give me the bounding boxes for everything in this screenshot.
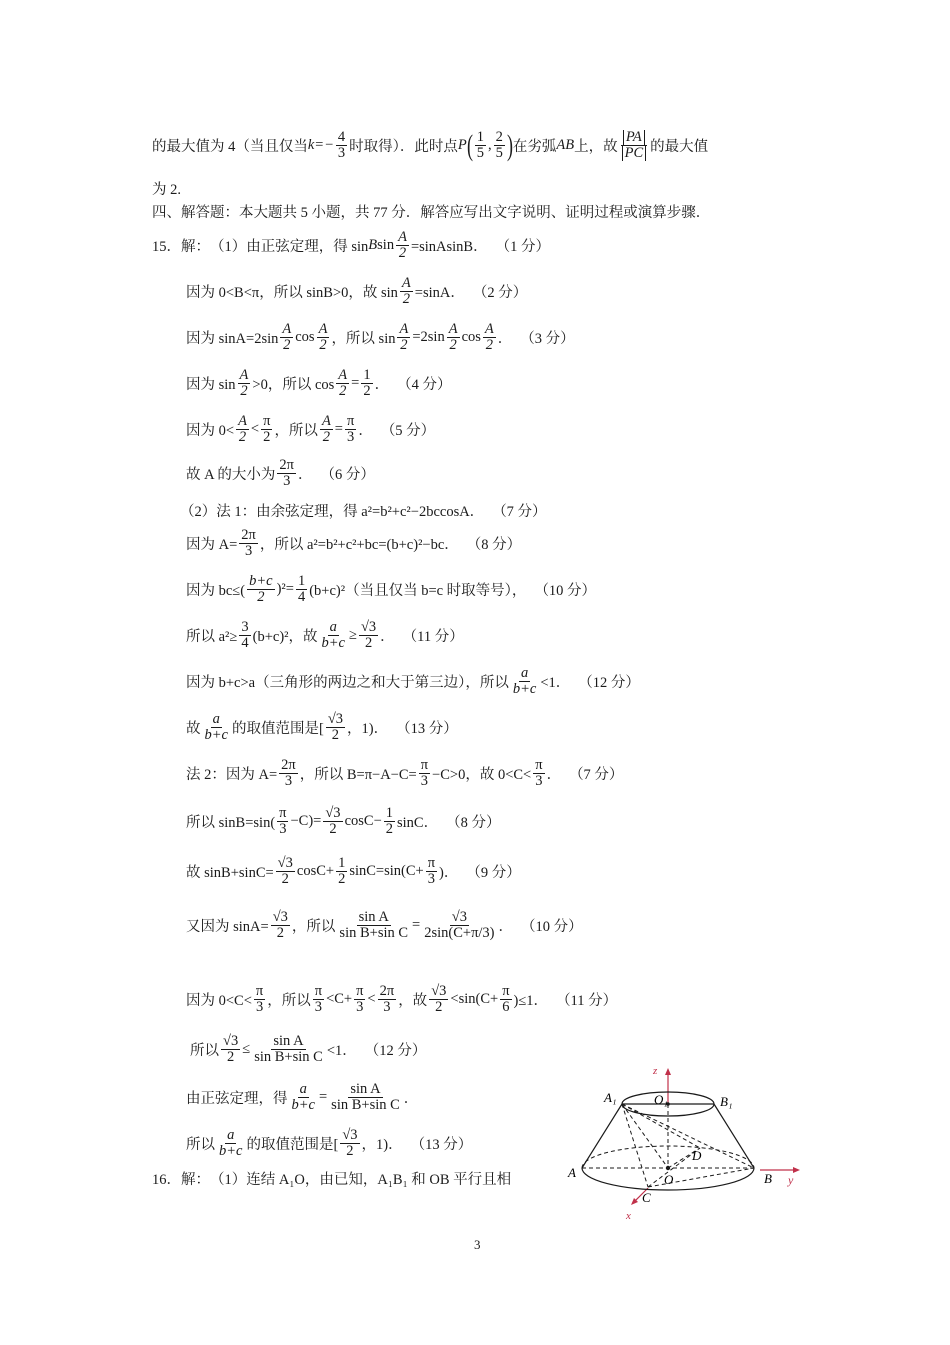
label-y: y	[788, 1173, 794, 1187]
fraction: $\frac{A}{2}$	[399, 321, 409, 354]
q15-line-6	[186, 458, 375, 489]
text: B	[368, 237, 378, 254]
label-D: D	[692, 1148, 702, 1163]
score: （7 分）	[492, 504, 547, 520]
fraction: $\frac{4}{3}$	[337, 129, 346, 162]
fraction: $\frac{1}{4}$	[297, 573, 306, 606]
text: ，故	[398, 993, 428, 1010]
fraction: $\frac{2\pi}{3}$	[379, 983, 395, 1016]
fraction: $\frac{2\pi}{3}$	[241, 527, 256, 560]
text: cosC−	[344, 813, 382, 830]
m2-line-7	[186, 1082, 418, 1113]
label-O1: O₁	[654, 1092, 668, 1107]
fraction: $\frac{\pi}{3}$	[314, 983, 323, 1016]
fraction: $\frac{2}{5}$	[495, 129, 503, 162]
score: （2 分）	[472, 285, 528, 302]
score: （11 分）	[402, 629, 464, 646]
text: 因为 0<	[186, 423, 235, 440]
fraction: $\frac{A}{2}$	[239, 367, 249, 400]
section-header: 四、解答题：本大题共 5 小题，共 77 分．解答应写出文字说明、证明过程或演算步骤．	[152, 205, 711, 221]
text: sinC．	[397, 815, 439, 832]
fraction: $\frac{\pi}{3}$	[420, 757, 429, 790]
text: ，所以 sin	[331, 331, 396, 348]
fraction: $\frac{\pi}{3}$	[279, 805, 287, 838]
m2-line-8	[186, 1128, 472, 1159]
fraction: $\frac{A}{2}$	[401, 275, 411, 308]
fraction: $\frac{√3}{2}$	[360, 619, 377, 652]
text: ．	[358, 423, 373, 440]
m1-line-5	[186, 666, 640, 697]
text: 因为 0<C<	[186, 993, 252, 1010]
text: sinC=sin(C+	[349, 863, 424, 880]
paren-close: )	[506, 128, 513, 162]
fraction: $\frac{√3}{2}$	[277, 855, 293, 888]
fraction: $\frac{√3}{2}$	[223, 1033, 239, 1066]
score: （11 分）	[556, 993, 618, 1010]
fraction: $\frac{\pi}{3}$	[427, 855, 436, 888]
text: 故 sinB+sinC=	[186, 865, 274, 882]
q15-line-4	[186, 368, 451, 399]
text: 因为 sinA=2sin	[186, 331, 279, 348]
text: )≤1．	[513, 993, 549, 1010]
fraction: $\frac{a}{b+c}$	[321, 619, 345, 652]
m2-line-6	[190, 1034, 426, 1065]
text: (b+c)²（当且仅当 b=c 时取等号），	[309, 583, 527, 600]
score: （8 分）	[466, 537, 522, 554]
m1-line-2	[186, 528, 521, 559]
fraction: $\frac{√3}{2}$	[431, 983, 447, 1016]
m1-line-3	[186, 574, 596, 605]
text: 的取值范围是[	[231, 721, 324, 738]
fraction: $\frac{\pi}{3}$	[255, 983, 264, 1016]
fraction: $\frac{A}{2}$	[321, 413, 331, 446]
text: ．	[498, 919, 514, 936]
text: 又因为 sinA=	[186, 919, 269, 936]
q15-line-2	[186, 276, 527, 307]
text: −C)=	[290, 813, 322, 830]
score: （12 分）	[578, 675, 640, 692]
m1-line-1	[180, 500, 547, 521]
text: cosC+	[296, 863, 335, 880]
fraction: $\frac{√3}{2\sin(C+\pi/3)}$	[424, 909, 495, 942]
text: ，所以	[274, 423, 318, 440]
text: ≥	[348, 627, 357, 644]
paren-open: (	[466, 128, 473, 162]
text: 因为 A=	[186, 537, 238, 554]
text: ．	[380, 629, 395, 646]
fraction: $\frac{√3}{2}$	[325, 805, 341, 838]
q15-line-3	[186, 322, 575, 353]
text: （1）由正弦定理，得 sin	[210, 239, 369, 256]
text: 因为 b+c>a（三角形的两边之和大于第三边），所以	[186, 675, 509, 692]
text: 所以	[186, 1137, 215, 1154]
m1-line-6	[186, 712, 458, 743]
text: （2）法 1：由余弦定理，得 a²=b²+c²−2bccosA．	[180, 504, 485, 520]
score: （7 分）	[569, 767, 624, 784]
text: =	[351, 375, 360, 392]
fraction: $\frac{PA}{PC}$	[620, 130, 649, 161]
text: <sin(C+	[450, 991, 499, 1008]
text: )²=	[276, 581, 294, 598]
m2-line-2	[186, 806, 500, 837]
fraction: $\frac{3}{4}$	[241, 619, 249, 652]
score: （4 分）	[397, 377, 452, 394]
text: 的最大值	[650, 139, 709, 156]
fraction: $\frac{a}{b+c}$	[291, 1081, 315, 1114]
text: ．	[403, 1091, 419, 1108]
m2-line-4	[186, 910, 583, 941]
fraction: $\frac{2\pi}{3}$	[281, 757, 296, 790]
fraction: $\frac{A}{2}$	[318, 321, 328, 354]
text: =2sin	[412, 329, 445, 346]
text: (b+c)²，故	[252, 629, 318, 646]
text: =sinA．	[414, 285, 465, 302]
score: （9 分）	[466, 865, 521, 882]
text: 因为 bc≤(	[186, 583, 246, 600]
text: <	[250, 421, 260, 438]
label-x: x	[626, 1210, 631, 1222]
intro-line-1: 的最大值为 4（当且仅当 k=− $\frac{4}{3}$ 时取得）．此时点 P ( $\frac{1}{5}$ , $\frac{2}{5}$ ) 在劣弧 AB 上，故 $\frac{PA}{PC}$ 的最大值	[152, 128, 709, 162]
fraction: $\frac{2\pi}{3}$	[279, 457, 294, 490]
question-label: 16．解：	[152, 1172, 210, 1188]
text: 故 A 的大小为	[186, 467, 276, 484]
text: 法 2：因为 A=	[186, 767, 278, 784]
text: 由正弦定理，得	[186, 1091, 288, 1108]
text: 所以 sinB=sin(	[186, 815, 276, 832]
text: <1．	[326, 1043, 357, 1060]
fraction: $\frac{√3}{2}$	[272, 909, 288, 942]
fraction: $\frac{√3}{2}$	[342, 1127, 358, 1160]
frustum-diagram	[560, 1060, 820, 1230]
label-A1: A₁	[604, 1090, 617, 1105]
text: 上，故	[574, 139, 618, 156]
text: ，所以 a²=b²+c²+bc=(b+c)²−bc．	[259, 537, 459, 554]
fraction: $\frac{1}{5}$	[476, 129, 484, 162]
text: ≤	[242, 1041, 251, 1058]
fraction: $\frac{\pi}{3}$	[346, 413, 355, 446]
text: <C+	[326, 991, 353, 1008]
q15-line-5	[186, 414, 435, 445]
text: cos	[295, 329, 315, 346]
text: <1．	[540, 675, 571, 692]
text: ，所以 B=π−A−C=	[299, 767, 417, 784]
fraction: $\frac{\text{sin A}}{\text{sin B+sin C}}$	[339, 909, 409, 942]
text: ，1)．	[361, 1137, 403, 1154]
score: （13 分）	[410, 1137, 473, 1154]
text: =	[334, 421, 343, 438]
q16-line-1	[152, 1168, 511, 1189]
score: （10 分）	[521, 919, 583, 936]
label-z: z	[653, 1065, 658, 1077]
question-label: 15．解：	[152, 239, 210, 256]
text: 在劣弧	[512, 139, 557, 156]
fraction: $\frac{\pi}{3}$	[356, 983, 364, 1016]
text: <	[367, 991, 376, 1008]
score: （5 分）	[380, 423, 436, 440]
fraction: $\frac{\text{sin A}}{\text{sin B+sin C}}$	[254, 1033, 323, 1066]
label-O: O	[664, 1172, 674, 1187]
fraction: $\frac{1}{2}$	[385, 805, 393, 838]
fraction: $\frac{A}{2}$	[448, 321, 458, 354]
text: ．	[374, 377, 390, 394]
m2-line-1	[186, 758, 623, 789]
score: （13 分）	[396, 721, 458, 738]
score: （12 分）	[364, 1043, 427, 1060]
fraction: $\frac{b+c}{2}$	[249, 573, 273, 606]
fraction: $\frac{\pi}{2}$	[263, 413, 271, 446]
fraction: $\frac{1}{2}$	[363, 367, 371, 400]
text: 因为 sin	[186, 377, 236, 394]
text: =	[318, 1089, 328, 1106]
text: ．	[497, 331, 513, 348]
text: 的取值范围是[	[246, 1137, 339, 1154]
score: （3 分）	[520, 331, 575, 348]
fraction: $\frac{\pi}{6}$	[502, 983, 510, 1016]
label-A: A	[568, 1165, 576, 1180]
text: 所以	[190, 1043, 219, 1060]
fraction: $\frac{a}{b+c}$	[204, 711, 228, 744]
text: k=−	[307, 137, 334, 154]
fraction: $\frac{A}{2}$	[338, 367, 348, 400]
text: sin	[377, 237, 395, 254]
fraction: $\frac{a}{b+c}$	[512, 665, 537, 698]
fraction: $\frac{A}{2}$	[484, 321, 494, 354]
fraction: $\frac{a}{b+c}$	[219, 1127, 243, 1160]
text: ，所以	[291, 919, 336, 936]
fraction: $\frac{1}{2}$	[338, 855, 346, 888]
fraction: $\frac{√3}{2}$	[327, 711, 344, 744]
text: ．	[546, 767, 562, 784]
score: （6 分）	[320, 467, 375, 484]
text: )．	[439, 865, 459, 882]
fraction: $\frac{\text{sin A}}{\text{sin B+sin C}}$	[331, 1081, 400, 1114]
page-number: 3	[474, 1237, 481, 1252]
m2-line-5	[186, 984, 617, 1015]
fraction: $\frac{A}{2}$	[398, 229, 407, 262]
text: 的最大值为 4（当且仅当	[152, 139, 308, 156]
text: ．	[298, 467, 313, 484]
score: （1 分）	[495, 239, 550, 256]
text: 因为 0<B<π，所以 sinB>0，故 sin	[186, 285, 398, 302]
fraction: $\frac{A}{2}$	[238, 413, 247, 446]
text: （1）连结 A₁O，由已知，A₁B₁ 和 OB 平行且相	[210, 1172, 512, 1188]
frustum-figure	[560, 1060, 820, 1230]
score: （10 分）	[534, 583, 597, 600]
label-C: C	[642, 1190, 651, 1205]
text: =	[412, 917, 421, 934]
label-B1: B₁	[720, 1094, 733, 1109]
text: P	[457, 137, 467, 154]
text: ，1)．	[347, 721, 389, 738]
text: >0，所以 cos	[252, 377, 335, 394]
text: 所以 a²≥	[186, 629, 238, 646]
m2-line-3	[186, 856, 521, 887]
text: 故	[186, 721, 201, 738]
fraction: $\frac{A}{2}$	[282, 321, 292, 354]
intro-line-2: 为 2.	[152, 182, 181, 198]
text: AB	[556, 137, 575, 154]
m1-line-4	[186, 620, 464, 651]
score: （8 分）	[446, 815, 501, 832]
text: ，所以	[267, 993, 311, 1010]
text: cos	[461, 329, 481, 346]
text: −C>0，故 0<C<	[432, 767, 532, 784]
q15-line-1	[152, 230, 550, 261]
fraction: $\frac{\pi}{3}$	[535, 757, 543, 790]
text: =sinAsinB．	[410, 239, 488, 256]
text: 时取得）．此时点	[349, 139, 458, 156]
label-B: B	[764, 1171, 772, 1186]
